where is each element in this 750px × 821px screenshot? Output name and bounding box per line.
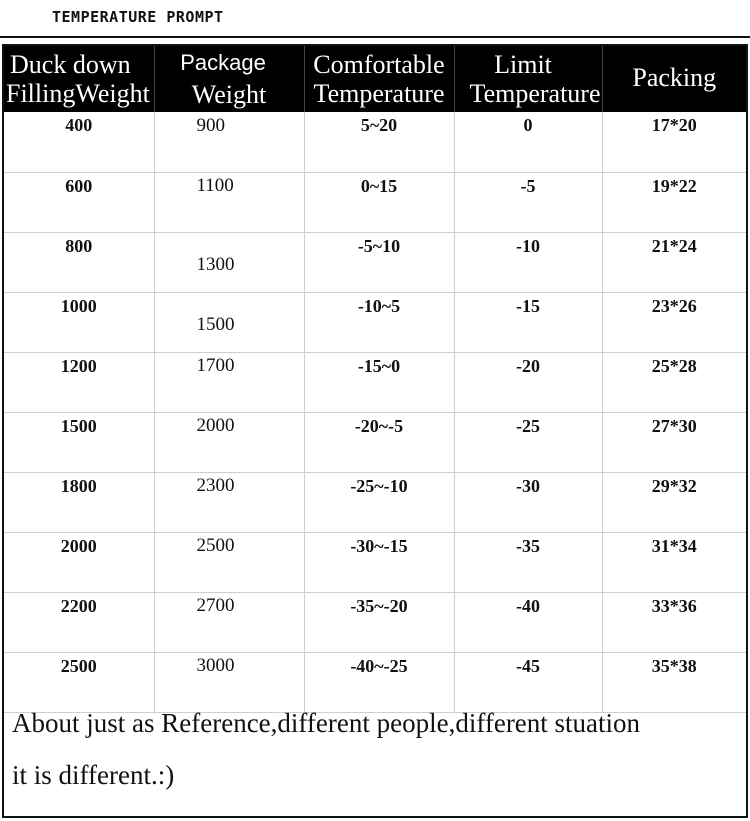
cell-text: 0 — [523, 115, 533, 136]
package-weight-cell — [154, 592, 304, 652]
package-weight-cell — [154, 472, 304, 532]
cell-text: -25 — [516, 415, 540, 436]
table-row — [4, 172, 746, 232]
filling-weight-cell — [4, 532, 154, 592]
header-line: Package — [180, 50, 266, 75]
comfortable-temp-cell — [304, 592, 454, 652]
packing-cell — [602, 592, 746, 652]
limit-temp-cell — [454, 352, 602, 412]
header-line: Duck down — [10, 50, 131, 79]
comfortable-temp-cell — [304, 232, 454, 292]
cell-text: 0~15 — [360, 175, 398, 196]
table-row — [4, 472, 746, 532]
cell-text: -10~5 — [357, 295, 401, 316]
packing-cell — [602, 292, 746, 352]
temperature-sheet — [2, 44, 748, 818]
cell-text: -35~-20 — [350, 595, 408, 616]
cell-text: 1800 — [60, 475, 97, 496]
cell-text: -20~-5 — [354, 415, 404, 436]
table-row — [4, 412, 746, 472]
filling-weight-cell — [4, 292, 154, 352]
table-row — [4, 112, 746, 172]
cell-text: 800 — [65, 235, 93, 256]
package-weight-cell — [154, 292, 304, 352]
cell-text: 19*22 — [651, 175, 697, 196]
header-line: Limit — [494, 50, 552, 79]
cell-text: -20 — [516, 355, 540, 376]
header-packing — [602, 46, 746, 112]
cell-text: 2500 — [60, 655, 97, 676]
comfortable-temp-cell — [304, 172, 454, 232]
cell-text: 400 — [65, 115, 93, 136]
limit-temp-cell — [454, 652, 602, 712]
cell-text: 27*30 — [651, 415, 697, 436]
limit-temp-cell — [454, 532, 602, 592]
header-comfortable-temperature — [304, 46, 454, 112]
cell-text: 5~20 — [360, 115, 398, 136]
packing-cell — [602, 112, 746, 172]
cell-text: -30~-15 — [350, 535, 408, 556]
cell-text: 2000 — [60, 535, 97, 556]
cell-text: -15 — [516, 295, 540, 316]
packing-cell — [602, 652, 746, 712]
cell-text: 900 — [196, 114, 225, 136]
table-row — [4, 532, 746, 592]
limit-temp-cell — [454, 292, 602, 352]
limit-temp-cell — [454, 232, 602, 292]
cell-text: -35 — [516, 535, 540, 556]
package-weight-cell — [154, 172, 304, 232]
cell-text: 1500 — [196, 314, 235, 335]
cell-text: 17*20 — [651, 115, 697, 136]
header-line: Comfortable — [313, 50, 445, 79]
page-title: TEMPERATURE PROMPT — [52, 8, 224, 26]
limit-temp-cell — [454, 172, 602, 232]
title-divider — [0, 36, 750, 38]
cell-text: 35*38 — [651, 655, 697, 676]
comfortable-temp-cell — [304, 112, 454, 172]
package-weight-cell — [154, 112, 304, 172]
package-weight-cell — [154, 412, 304, 472]
cell-text: 23*26 — [651, 295, 697, 316]
cell-text: -25~-10 — [350, 475, 408, 496]
filling-weight-cell — [4, 592, 154, 652]
cell-text: 1700 — [196, 355, 235, 376]
packing-cell — [602, 232, 746, 292]
cell-text: -15~0 — [357, 355, 401, 376]
filling-weight-cell — [4, 232, 154, 292]
table-row — [4, 352, 746, 412]
comfortable-temp-cell — [304, 472, 454, 532]
packing-cell — [602, 472, 746, 532]
packing-cell — [602, 172, 746, 232]
cell-text: 3000 — [196, 655, 235, 676]
cell-text: 1000 — [60, 295, 97, 316]
limit-temp-cell — [454, 412, 602, 472]
package-weight-cell — [154, 652, 304, 712]
header-line: FillingWeight — [6, 79, 150, 108]
cell-text: 600 — [65, 175, 93, 196]
filling-weight-cell — [4, 412, 154, 472]
filling-weight-cell — [4, 172, 154, 232]
cell-text: 31*34 — [651, 535, 697, 556]
comfortable-temp-cell — [304, 532, 454, 592]
cell-text: 2200 — [60, 595, 97, 616]
table-header — [4, 46, 746, 112]
cell-text: 21*24 — [651, 235, 697, 256]
packing-cell — [602, 532, 746, 592]
package-weight-cell — [154, 532, 304, 592]
cell-text: -10 — [516, 235, 540, 256]
header-row — [4, 46, 746, 112]
limit-temp-cell — [454, 592, 602, 652]
comfortable-temp-cell — [304, 652, 454, 712]
header-line: Packing — [632, 62, 717, 92]
reference-note-line-2: it is different.:) — [12, 760, 175, 790]
cell-text: 33*36 — [651, 595, 697, 616]
cell-text: -5 — [520, 175, 536, 196]
package-weight-cell — [154, 232, 304, 292]
header-line: Weight — [191, 80, 267, 109]
filling-weight-cell — [4, 112, 154, 172]
cell-text: 2300 — [196, 475, 235, 496]
header-package-weight — [154, 46, 304, 112]
table-row — [4, 592, 746, 652]
packing-cell — [602, 412, 746, 472]
limit-temp-cell — [454, 472, 602, 532]
table-row — [4, 232, 746, 292]
header-line: Temperature — [313, 79, 445, 108]
cell-text: -40~-25 — [350, 655, 408, 676]
cell-text: 1100 — [196, 175, 234, 196]
cell-text: 2000 — [196, 415, 235, 436]
cell-text: 1500 — [60, 415, 97, 436]
cell-text: 25*28 — [651, 355, 697, 376]
filling-weight-cell — [4, 472, 154, 532]
comfortable-temp-cell — [304, 292, 454, 352]
cell-text: 29*32 — [651, 475, 697, 496]
packing-cell — [602, 352, 746, 412]
header-duck-down-filling-weight — [4, 46, 154, 112]
table-row — [4, 292, 746, 352]
cell-text: 2700 — [196, 595, 235, 616]
cell-text: 1300 — [196, 254, 235, 275]
reference-note — [12, 708, 742, 790]
comfortable-temp-cell — [304, 412, 454, 472]
cell-text: -5~10 — [357, 235, 401, 256]
cell-text: 2500 — [196, 535, 235, 556]
header-limit-temperature — [454, 46, 602, 112]
cell-text: 1200 — [60, 355, 97, 376]
package-weight-cell — [154, 352, 304, 412]
reference-note-line-1: About just as Reference,different people,different stuation — [12, 708, 641, 738]
cell-text: -45 — [516, 655, 540, 676]
filling-weight-cell — [4, 652, 154, 712]
comfortable-temp-cell — [304, 352, 454, 412]
filling-weight-cell — [4, 352, 154, 412]
temperature-table — [4, 46, 746, 713]
header-line: Temperature — [469, 79, 601, 108]
cell-text: -30 — [516, 475, 540, 496]
table-body — [4, 112, 746, 712]
table-row — [4, 652, 746, 712]
cell-text: -40 — [516, 595, 540, 616]
limit-temp-cell — [454, 112, 602, 172]
